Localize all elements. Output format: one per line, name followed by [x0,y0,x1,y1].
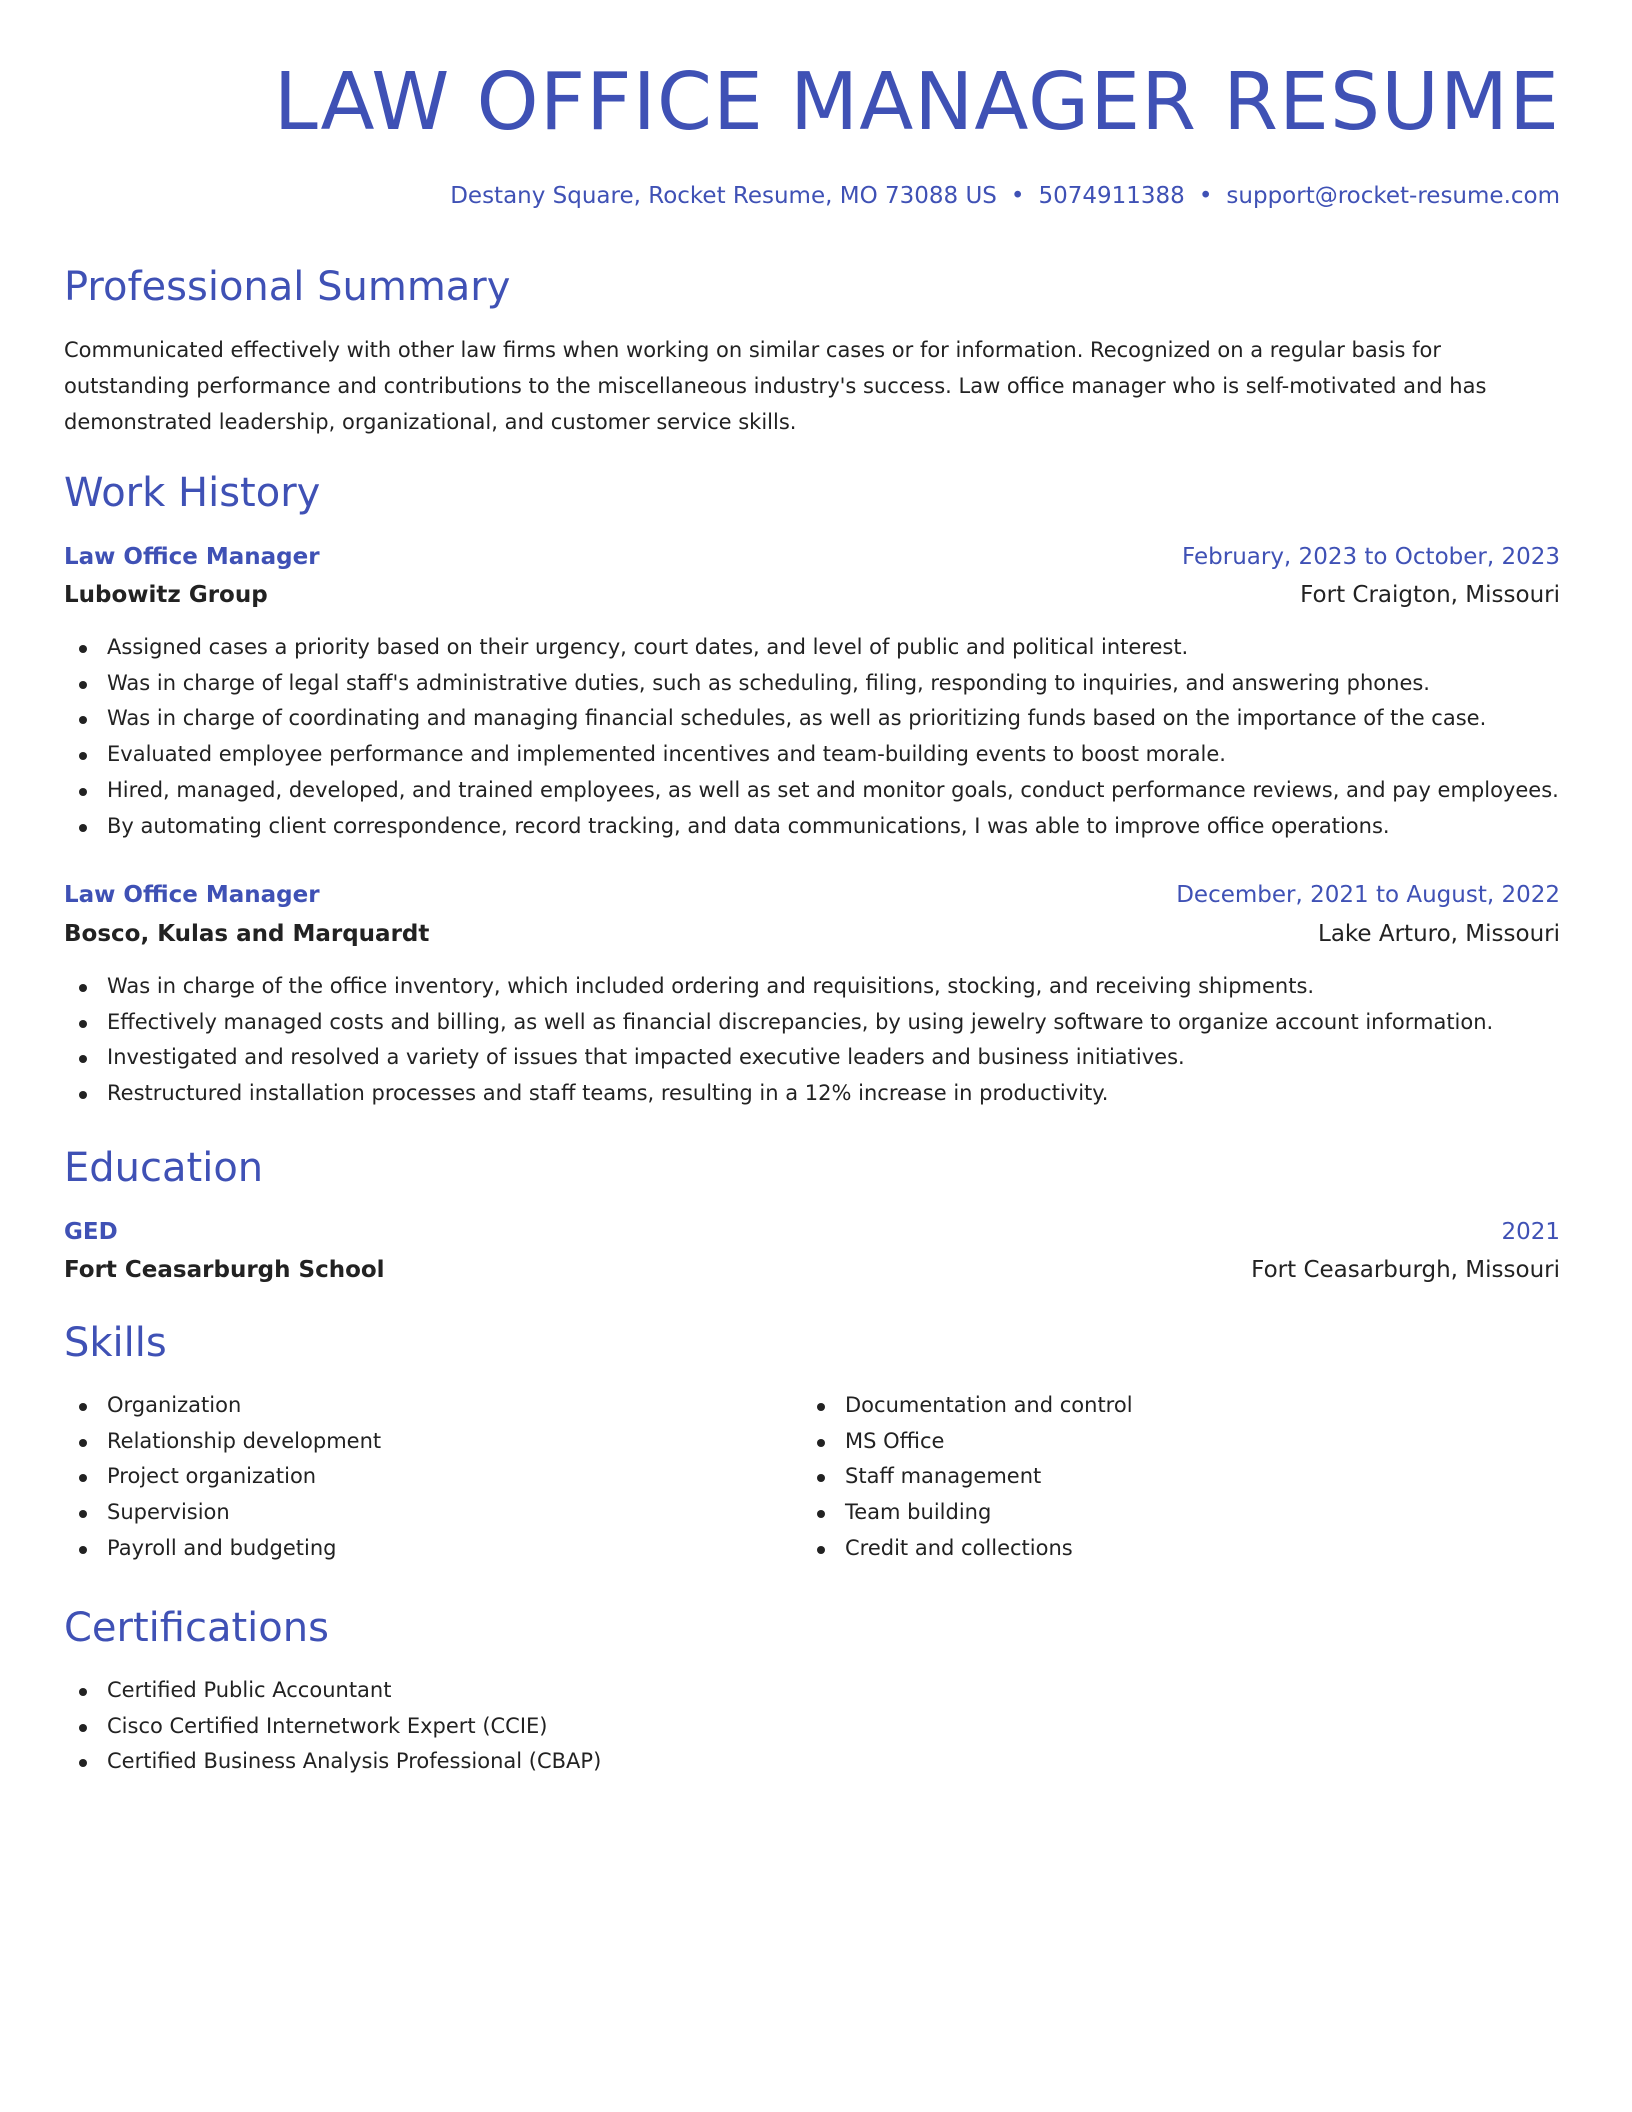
job-1-bullets [64,630,1559,844]
job-1-employer: Lubowitz Group [64,582,268,608]
job-1-dates: February, 2023 to October, 2023 [1182,544,1560,570]
job-1-bullet: Assigned cases a priority based on their urgency, court dates, and level of public and political interest. [64,630,1559,666]
job-1-bullet: By automating client correspondence, record tracking, and data communications, I was able to improve office operations. [64,809,1559,845]
job-1-bullet: Was in charge of coordinating and managing financial schedules, as well as prioritizing funds based on the importance of the case. [64,701,1559,737]
certifications-list [64,1673,601,1780]
certification-item: Certified Public Accountant [64,1673,601,1709]
job-1-employer-row [64,578,1560,612]
job-2-employer-row [64,917,1560,951]
skill-item: Payroll and budgeting [64,1531,381,1567]
certifications-heading: Certifications [64,1605,329,1651]
education-degree: GED [64,1219,118,1245]
skill-item: Credit and collections [802,1531,1133,1567]
skill-item: Documentation and control [802,1388,1133,1424]
job-2-dates: December, 2021 to August, 2022 [1176,882,1560,908]
contact-line [450,180,1560,212]
skill-item: Relationship development [64,1424,381,1460]
skill-item: MS Office [802,1424,1133,1460]
skill-item: Team building [802,1495,1133,1531]
job-2-bullet: Was in charge of the office inventory, which included ordering and requisitions, stocking, and receiving shipments. [64,969,1493,1005]
job-1-title: Law Office Manager [64,544,320,570]
job-2-bullet: Investigated and resolved a variety of issues that impacted executive leaders and business initiatives. [64,1040,1493,1076]
contact-address: Destany Square, Rocket Resume, MO 73088 US [450,183,997,209]
education-school: Fort Ceasarburgh School [64,1257,385,1283]
skills-list-right [802,1388,1133,1567]
contact-separator: • [1010,183,1025,209]
education-location: Fort Ceasarburgh, Missouri [1251,1257,1560,1283]
certification-item: Certified Business Analysis Professional (CBAP) [64,1744,601,1780]
education-school-row [64,1253,1560,1287]
job-2-title-row [64,878,1560,912]
resume-title: LAW OFFICE MANAGER RESUME [273,56,1560,148]
contact-separator: • [1198,183,1213,209]
skill-item: Supervision [64,1495,381,1531]
job-1-title-row [64,540,1560,574]
job-2-bullet: Effectively managed costs and billing, as well as financial discrepancies, by using jewelry software to organize account information. [64,1005,1493,1041]
skills-list-left [64,1388,381,1567]
job-2-bullet: Restructured installation processes and staff teams, resulting in a 12% increase in productivity. [64,1076,1493,1112]
job-2-employer: Bosco, Kulas and Marquardt [64,921,430,947]
contact-email[interactable]: support@rocket-resume.com [1226,183,1560,209]
job-1-bullet: Hired, managed, developed, and trained employees, as well as set and monitor goals, conduct performance reviews, and pay employees. [64,773,1559,809]
job-2-title: Law Office Manager [64,882,320,908]
education-heading: Education [64,1145,264,1191]
education-year: 2021 [1501,1219,1560,1245]
skill-item: Organization [64,1388,381,1424]
skills-heading: Skills [64,1320,167,1366]
education-degree-row [64,1215,1560,1249]
skill-item: Project organization [64,1459,381,1495]
skill-item: Staff management [802,1459,1133,1495]
certification-item: Cisco Certified Internetwork Expert (CCIE) [64,1709,601,1745]
job-1-bullet: Evaluated employee performance and implemented incentives and team-building events to boost morale. [64,737,1559,773]
job-1-location: Fort Craigton, Missouri [1300,582,1560,608]
summary-heading: Professional Summary [64,264,511,310]
job-2-bullets [64,969,1493,1112]
work-history-heading: Work History [64,470,321,516]
contact-phone[interactable]: 5074911388 [1038,183,1185,209]
job-2-location: Lake Arturo, Missouri [1318,921,1560,947]
job-1-bullet: Was in charge of legal staff's administrative duties, such as scheduling, filing, responding to inquiries, and answering phones. [64,666,1559,702]
summary-text: Communicated effectively with other law firms when working on similar cases or for information. Recognized on a regular basis for outstanding performance and contributions to the miscellaneous industry's success. Law office manager who is self-motivated and has demonstrated leadership, organizational, and customer service skills. [64,338,1487,434]
